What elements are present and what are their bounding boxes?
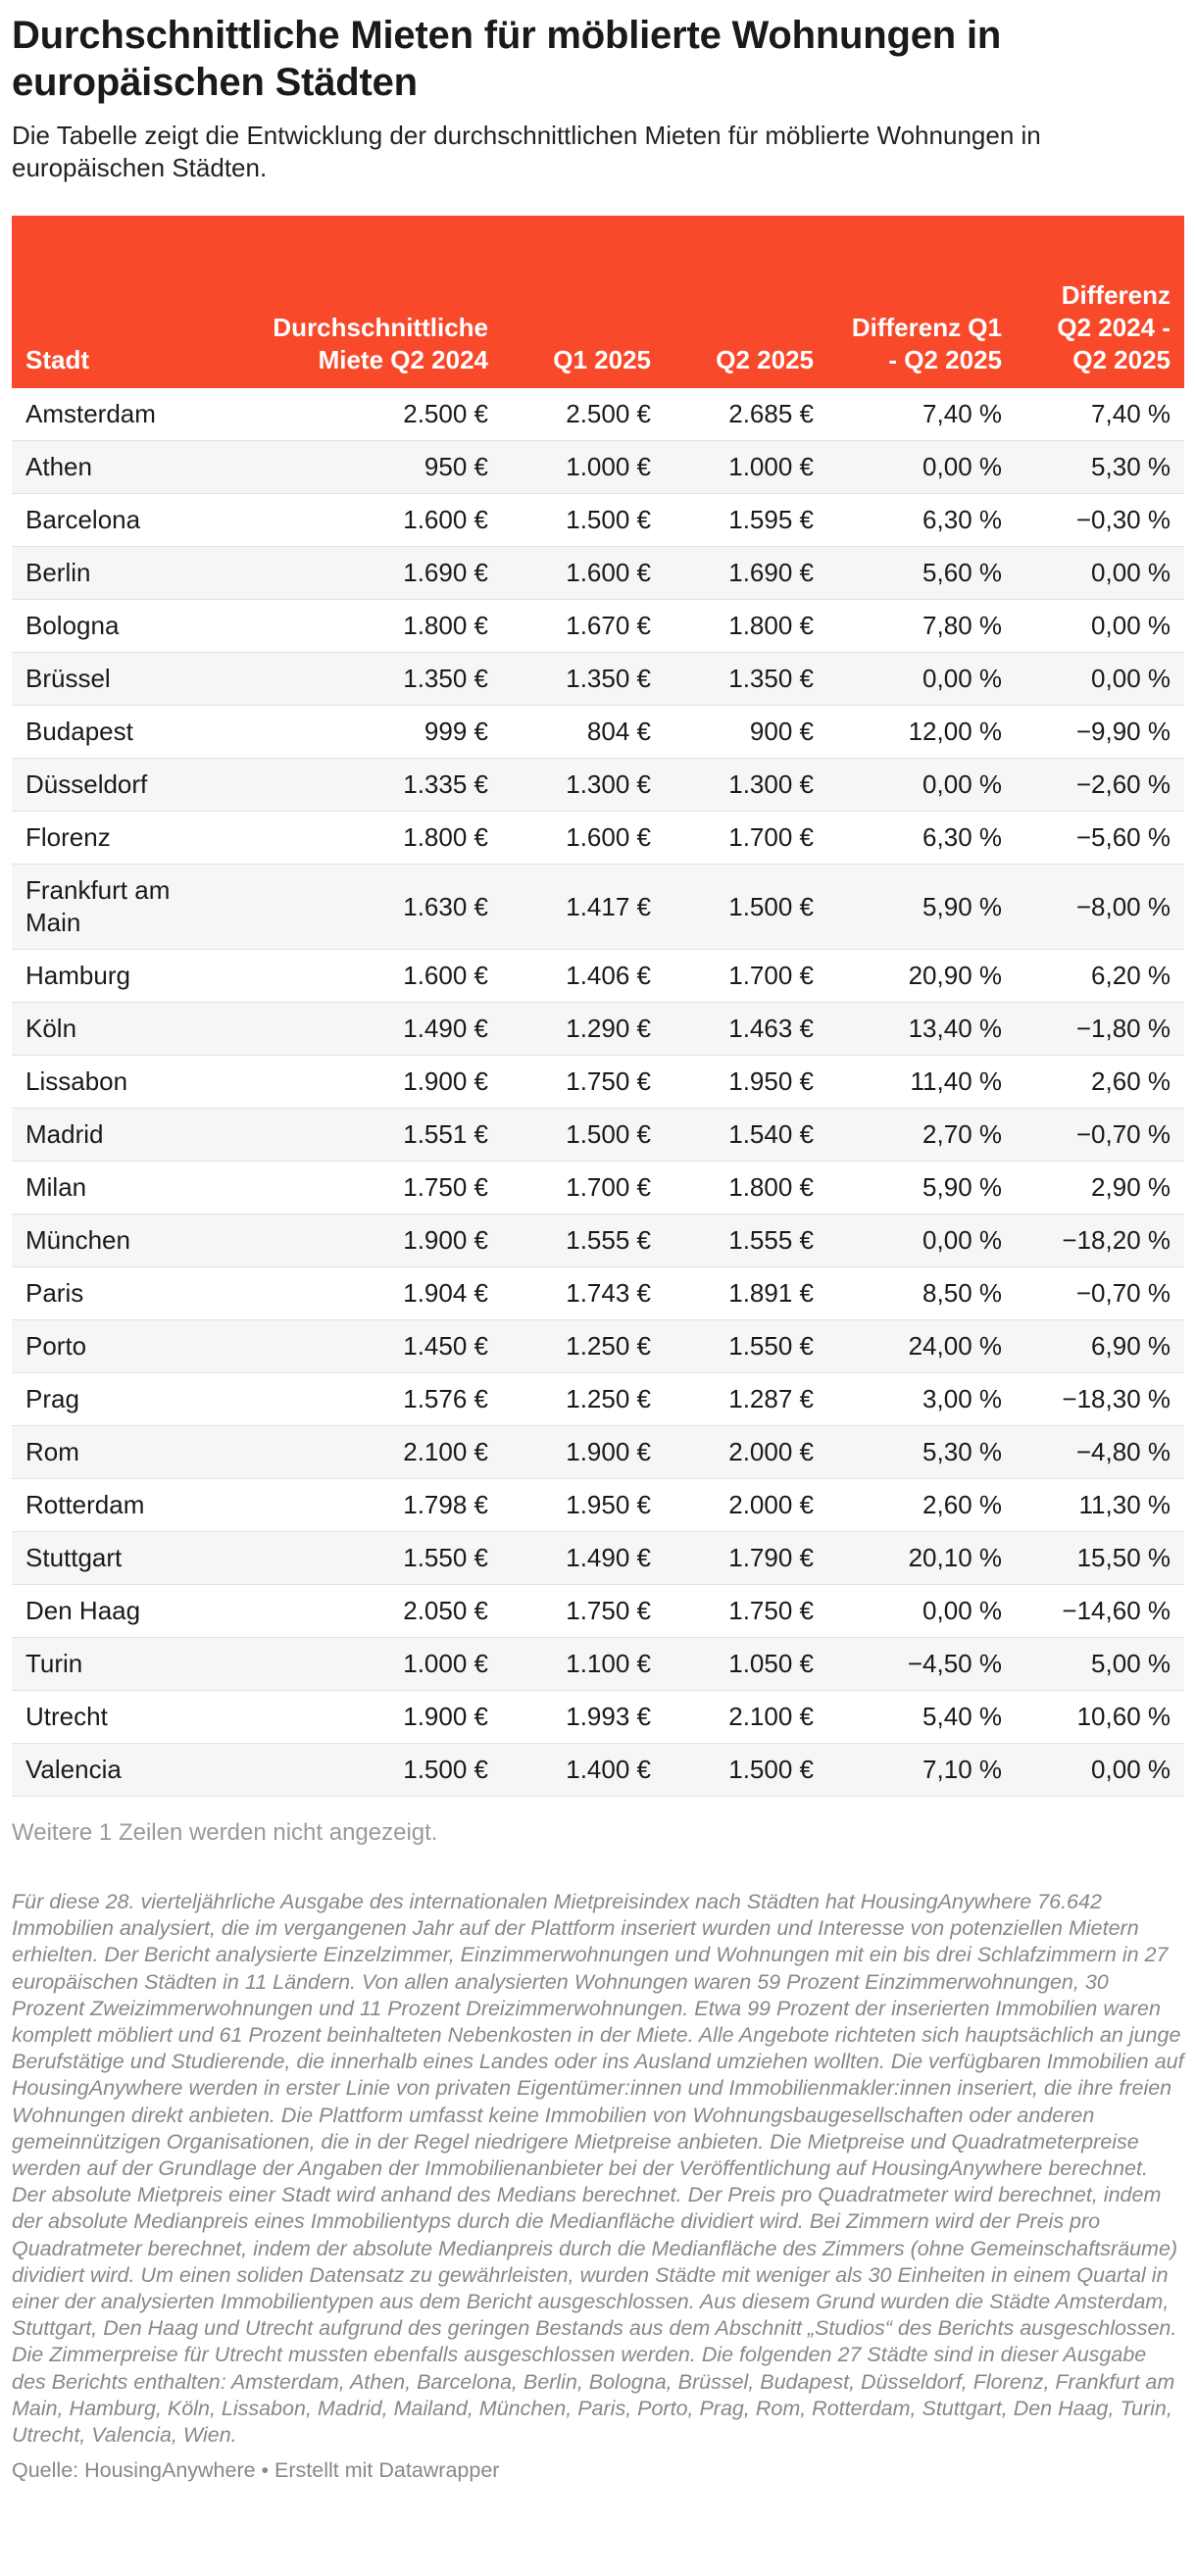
value-cell: 1.700 € [665,950,827,1003]
value-cell: 8,50 % [827,1267,1016,1320]
value-cell: 6,30 % [827,494,1016,547]
value-cell: −0,70 % [1016,1109,1184,1162]
chart-title: Durchschnittliche Mieten für möblierte Wohnungen in europäischen Städten [12,14,1002,104]
value-cell: 1.690 € [665,547,827,600]
value-cell: 1.630 € [208,865,502,950]
value-cell: 1.576 € [208,1373,502,1426]
table-row [12,1003,1184,1056]
value-cell: 1.350 € [208,653,502,706]
value-cell: 24,00 % [827,1320,1016,1373]
column-header[interactable]: Differenz Q2 2024 - Q2 2025 [1016,216,1184,388]
column-header[interactable]: Q2 2025 [665,216,827,388]
value-cell: 1.743 € [502,1267,665,1320]
value-cell: 20,90 % [827,950,1016,1003]
table-row [12,1109,1184,1162]
value-cell: 5,30 % [1016,441,1184,494]
city-cell: Rom [12,1426,208,1479]
value-cell: 1.750 € [502,1585,665,1638]
city-cell: Hamburg [12,950,208,1003]
value-cell: 7,80 % [827,600,1016,653]
table-row [12,1320,1184,1373]
table-body [12,388,1184,1797]
value-cell: 1.540 € [665,1109,827,1162]
value-cell: 1.993 € [502,1691,665,1744]
column-header[interactable]: Differenz Q1 - Q2 2025 [827,216,1016,388]
value-cell: −2,60 % [1016,759,1184,812]
value-cell: 1.750 € [502,1056,665,1109]
value-cell: 1.250 € [502,1373,665,1426]
value-cell: 2.050 € [208,1585,502,1638]
value-cell: 1.350 € [502,653,665,706]
value-cell: 1.490 € [502,1532,665,1585]
table-row [12,1373,1184,1426]
value-cell: 1.500 € [665,1744,827,1797]
value-cell: −4,80 % [1016,1426,1184,1479]
value-cell: −18,30 % [1016,1373,1184,1426]
value-cell: 2.500 € [208,388,502,441]
value-cell: 13,40 % [827,1003,1016,1056]
value-cell: 1.290 € [502,1003,665,1056]
city-cell: Rotterdam [12,1479,208,1532]
value-cell: 1.798 € [208,1479,502,1532]
city-cell: Porto [12,1320,208,1373]
value-cell: 1.555 € [502,1214,665,1267]
city-cell: Frankfurt am Main [12,865,208,950]
value-cell: 2,70 % [827,1109,1016,1162]
value-cell: 2.100 € [665,1691,827,1744]
city-cell: Köln [12,1003,208,1056]
value-cell: −14,60 % [1016,1585,1184,1638]
value-cell: 1.500 € [502,1109,665,1162]
city-cell: München [12,1214,208,1267]
value-cell: 2,90 % [1016,1162,1184,1214]
city-cell: Amsterdam [12,388,208,441]
value-cell: −9,90 % [1016,706,1184,759]
value-cell: 2.000 € [665,1479,827,1532]
value-cell: 1.800 € [665,1162,827,1214]
table-row [12,812,1184,865]
value-cell: −0,70 % [1016,1267,1184,1320]
hidden-rows-note: Weitere 1 Zeilen werden nicht angezeigt. [12,1819,438,1846]
value-cell: 20,10 % [827,1532,1016,1585]
value-cell: 1.800 € [665,600,827,653]
city-cell: Brüssel [12,653,208,706]
value-cell: 1.891 € [665,1267,827,1320]
value-cell: 1.600 € [208,494,502,547]
city-cell: Stuttgart [12,1532,208,1585]
value-cell: 1.287 € [665,1373,827,1426]
value-cell: −4,50 % [827,1638,1016,1691]
value-cell: 1.700 € [665,812,827,865]
value-cell: 0,00 % [1016,600,1184,653]
value-cell: 1.904 € [208,1267,502,1320]
value-cell: 2.500 € [502,388,665,441]
value-cell: 6,20 % [1016,950,1184,1003]
value-cell: −5,60 % [1016,812,1184,865]
column-header[interactable]: Durchschnittliche Miete Q2 2024 [208,216,502,388]
value-cell: 1.900 € [208,1214,502,1267]
value-cell: 5,40 % [827,1691,1016,1744]
city-cell: Valencia [12,1744,208,1797]
table-row [12,494,1184,547]
value-cell: 6,90 % [1016,1320,1184,1373]
value-cell: 1.790 € [665,1532,827,1585]
value-cell: 7,40 % [1016,388,1184,441]
value-cell: 1.551 € [208,1109,502,1162]
column-header[interactable]: Stadt [12,216,208,388]
city-cell: Madrid [12,1109,208,1162]
value-cell: 1.600 € [502,812,665,865]
value-cell: 5,30 % [827,1426,1016,1479]
value-cell: 1.450 € [208,1320,502,1373]
value-cell: 1.250 € [502,1320,665,1373]
value-cell: 5,00 % [1016,1638,1184,1691]
value-cell: 7,10 % [827,1744,1016,1797]
value-cell: 1.700 € [502,1162,665,1214]
value-cell: 950 € [208,441,502,494]
value-cell: 1.300 € [665,759,827,812]
value-cell: 5,90 % [827,1162,1016,1214]
value-cell: 5,90 % [827,865,1016,950]
table-row [12,1479,1184,1532]
value-cell: 1.550 € [208,1532,502,1585]
table-row [12,600,1184,653]
value-cell: 1.335 € [208,759,502,812]
value-cell: 1.750 € [665,1585,827,1638]
table-row [12,1638,1184,1691]
city-cell: Düsseldorf [12,759,208,812]
value-cell: 10,60 % [1016,1691,1184,1744]
value-cell: 1.750 € [208,1162,502,1214]
table-row [12,865,1184,950]
city-cell: Milan [12,1162,208,1214]
value-cell: 0,00 % [827,1585,1016,1638]
value-cell: 1.417 € [502,865,665,950]
table-row [12,1426,1184,1479]
table-row [12,1267,1184,1320]
value-cell: 1.050 € [665,1638,827,1691]
table-row [12,1532,1184,1585]
source-credit: Quelle: HousingAnywhere • Erstellt mit Datawrapper [12,2458,500,2483]
table-row [12,547,1184,600]
table-row [12,1056,1184,1109]
value-cell: 1.670 € [502,600,665,653]
value-cell: 1.900 € [208,1691,502,1744]
value-cell: 0,00 % [827,759,1016,812]
value-cell: 11,30 % [1016,1479,1184,1532]
table-row [12,706,1184,759]
city-cell: Turin [12,1638,208,1691]
value-cell: −0,30 % [1016,494,1184,547]
city-cell: Bologna [12,600,208,653]
value-cell: 2.685 € [665,388,827,441]
city-cell: Athen [12,441,208,494]
city-cell: Prag [12,1373,208,1426]
value-cell: 0,00 % [1016,547,1184,600]
value-cell: 1.406 € [502,950,665,1003]
value-cell: 1.000 € [502,441,665,494]
value-cell: 1.500 € [665,865,827,950]
table-row [12,388,1184,441]
city-cell: Florenz [12,812,208,865]
value-cell: 3,00 % [827,1373,1016,1426]
value-cell: 1.350 € [665,653,827,706]
value-cell: 999 € [208,706,502,759]
value-cell: 12,00 % [827,706,1016,759]
value-cell: 1.900 € [502,1426,665,1479]
column-header[interactable]: Q1 2025 [502,216,665,388]
value-cell: 1.500 € [208,1744,502,1797]
value-cell: 2,60 % [827,1479,1016,1532]
value-cell: 0,00 % [827,1214,1016,1267]
table-header-row [12,216,1184,388]
table-row [12,1162,1184,1214]
value-cell: −1,80 % [1016,1003,1184,1056]
value-cell: 1.100 € [502,1638,665,1691]
value-cell: 1.000 € [208,1638,502,1691]
city-cell: Paris [12,1267,208,1320]
city-cell: Budapest [12,706,208,759]
value-cell: 11,40 % [827,1056,1016,1109]
value-cell: 1.600 € [502,547,665,600]
value-cell: 1.690 € [208,547,502,600]
value-cell: 5,60 % [827,547,1016,600]
value-cell: 0,00 % [1016,1744,1184,1797]
value-cell: 1.800 € [208,600,502,653]
value-cell: 1.463 € [665,1003,827,1056]
table-row [12,950,1184,1003]
table-row [12,1744,1184,1797]
value-cell: 1.595 € [665,494,827,547]
city-cell: Barcelona [12,494,208,547]
value-cell: 1.400 € [502,1744,665,1797]
rent-table [12,216,1184,1797]
city-cell: Berlin [12,547,208,600]
value-cell: 1.950 € [502,1479,665,1532]
city-cell: Lissabon [12,1056,208,1109]
table-row [12,441,1184,494]
value-cell: 2,60 % [1016,1056,1184,1109]
value-cell: 2.000 € [665,1426,827,1479]
value-cell: 2.100 € [208,1426,502,1479]
value-cell: 7,40 % [827,388,1016,441]
value-cell: 1.950 € [665,1056,827,1109]
value-cell: 6,30 % [827,812,1016,865]
city-cell: Utrecht [12,1691,208,1744]
value-cell: 0,00 % [827,441,1016,494]
value-cell: 1.550 € [665,1320,827,1373]
value-cell: 1.500 € [502,494,665,547]
table-row [12,1214,1184,1267]
value-cell: −18,20 % [1016,1214,1184,1267]
value-cell: 0,00 % [1016,653,1184,706]
value-cell: 1.490 € [208,1003,502,1056]
value-cell: 1.600 € [208,950,502,1003]
value-cell: 15,50 % [1016,1532,1184,1585]
table-row [12,1691,1184,1744]
city-cell: Den Haag [12,1585,208,1638]
value-cell: −8,00 % [1016,865,1184,950]
value-cell: 1.800 € [208,812,502,865]
table-row [12,653,1184,706]
value-cell: 0,00 % [827,653,1016,706]
table-row [12,1585,1184,1638]
table-row [12,759,1184,812]
value-cell: 900 € [665,706,827,759]
value-cell: 1.555 € [665,1214,827,1267]
value-cell: 1.900 € [208,1056,502,1109]
value-cell: 1.000 € [665,441,827,494]
methodology-notes: Für diese 28. vierteljährliche Ausgabe des internationalen Mietpreisindex nach Städten hat HousingAnywhere 76.642 Immobilien analysiert, die im vergangenen Jahr auf der Plattform inseriert wurden und Interesse von potenziellen Mietern erhielten. Der Bericht analysierte Einzelzimmer, Einzimmerwohnungen und Wohnungen mit ein bis drei Schlafzimmern in 27 europäischen Städten in 11 Ländern. Von allen analysierten Wohnungen waren 59 Prozent Einzimmerwohnungen, 30 Prozent Zweizimmerwohnungen und 11 Prozent Dreizimmerwohnungen. Etwa 99 Prozent der inserierten Immobilien waren komplett möbliert und 61 Prozent beinhalteten Nebenkosten in der Miete. Alle Angebote richteten sich hauptsächlich an junge Berufstätige und Studierende, die innerhalb eines Landes oder ins Ausland umziehen wollten. Die verfügbaren Immobilien auf HousingAnywhere werden in erster Linie von privaten Eigentümer:innen und Immobilienmakler:innen inseriert, die ihre freien Wohnungen direkt anbieten. Die Plattform umfasst keine Immobilien von Wohnungsbaugesellschaften oder anderen gemeinnützigen Organisationen, die in der Regel niedrigere Mietpreise anbieten. Die Mietpreise und Quadratmeterpreise werden auf der Grundlage der Angaben der Immobilienanbieter bei der Veröffentlichung auf HousingAnywhere berechnet. Der absolute Mietpreis einer Stadt wird anhand des Medians berechnet. Der Preis pro Quadratmeter wird berechnet, indem der absolute Medianpreis eines Immobilientyps durch die Medianfläche dividiert wird. Bei Zimmern wird der Preis pro Quadratmeter berechnet, indem der absolute Medianpreis durch die Medianfläche des Zimmers (ohne Gemeinschaftsräume) dividiert wird. Um einen soliden Datensatz zu gewährleisten, wurden Städte mit weniger als 30 Einheiten in einem Quartal in einer der analysierten Immobilientypen aus dem Bericht ausgeschlossen. Aus diesem Grund wurden die Städte Amsterdam, Stuttgart, Den Haag und Utrecht aufgrund des geringen Bestands aus dem Abschnitt „Studios“ des Berichts ausgeschlossen. Die Zimmerpreise für Utrecht mussten ebenfalls ausgeschlossen werden. Die folgenden 27 Städte sind in dieser Ausgabe des Berichts enthalten: Amsterdam, Athen, Barcelona, Berlin, Bologna, Brüssel, Budapest, Düsseldorf, Florenz, Frankfurt am Main, Hamburg, Köln, Lissabon, Madrid, Mailand, München, Paris, Porto, Prag, Rom, Rotterdam, Stuttgart, Den Haag, Turin, Utrecht, Valencia, Wien. [12,1890,1184,2448]
value-cell: 804 € [502,706,665,759]
chart-subtitle: Die Tabelle zeigt die Entwicklung der durchschnittlichen Mieten für möblierte Wohnungen in europäischen Städten. [12,121,1041,182]
value-cell: 1.300 € [502,759,665,812]
